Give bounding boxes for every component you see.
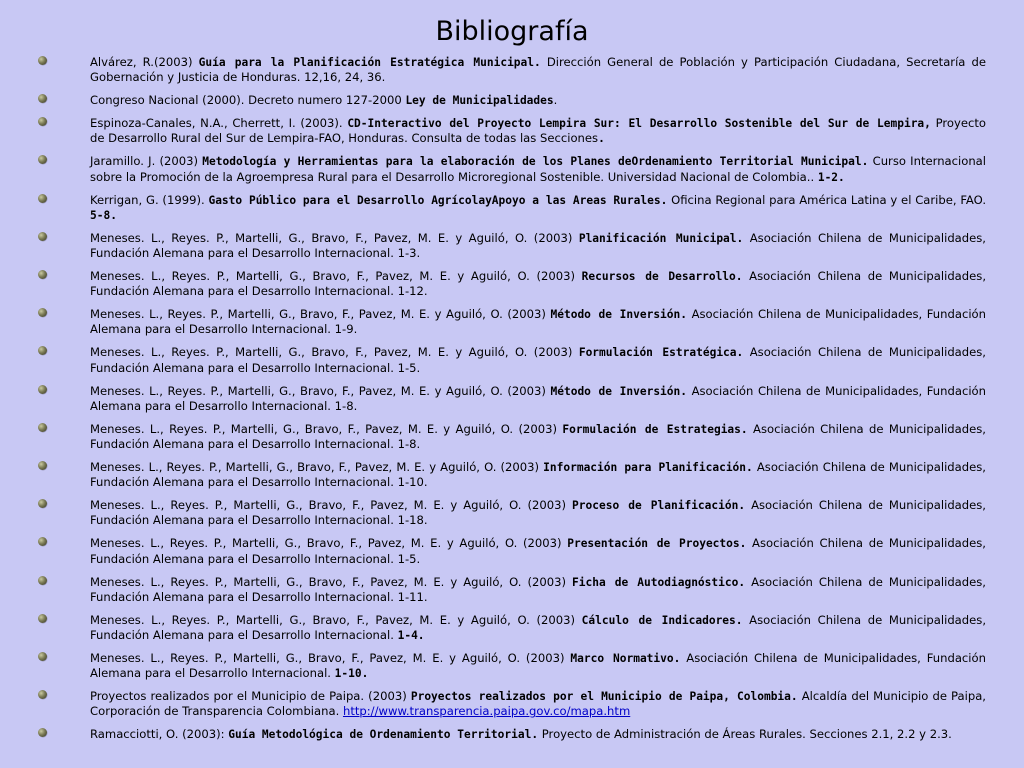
list-item <box>38 536 986 566</box>
list-item <box>38 460 986 490</box>
ref-title: Cálculo de Indicadores. <box>581 613 743 627</box>
ref-title: Presentación de Proyectos. <box>567 537 747 551</box>
ref-authors: Meneses. L., Reyes. P., Martelli, G., Bravo, F., Pavez, M. E. y Aguiló, O. (2003) <box>90 651 571 666</box>
ref-details: Asociación Chilena de Municipalidades, Fundación Alemana para el Desarrollo Internacional. 1-10. <box>90 460 986 490</box>
bullet-icon <box>38 56 47 65</box>
list-item <box>38 727 986 742</box>
ref-suffix: . <box>598 132 605 146</box>
list-item <box>38 689 986 719</box>
list-item <box>38 575 986 605</box>
ref-details: Asociación Chilena de Municipalidades, Fundación Alemana para el Desarrollo Internacional. 1-9. <box>90 307 986 337</box>
ref-title: Ficha de Autodiagnóstico. <box>572 575 746 589</box>
bullet-icon <box>38 346 47 355</box>
bullet-icon <box>38 94 47 103</box>
list-item <box>38 307 986 337</box>
ref-details: Asociación Chilena de Municipalidades, Fundación Alemana para el Desarrollo Internacional. 1-18. <box>90 498 986 528</box>
ref-authors: Meneses. L., Reyes. P., Martelli, G., Bravo, F., Pavez, M. E. y Aguiló, O. (2003) <box>90 498 573 513</box>
list-item <box>38 93 986 108</box>
ref-pages: 5-8. <box>90 208 117 222</box>
ref-details: Asociación Chilena de Municipalidades, Fundación Alemana para el Desarrollo Internacional. 1-8. <box>90 421 986 452</box>
bullet-icon <box>38 576 47 585</box>
ref-details: Dirección General de Población y Participación Ciudadana, Secretaría de Gobernación y Justicia de Honduras. 12,16, 24, 36. <box>90 55 986 85</box>
list-item <box>38 613 986 643</box>
ref-details: Asociación Chilena de Municipalidades, Fundación Alemana para el Desarrollo Internacional. <box>90 612 986 643</box>
ref-details: Asociación Chilena de Municipalidades, Fundación Alemana para el Desarrollo Internacional. 1-8. <box>90 383 986 413</box>
ref-pages: 1-4. <box>397 629 425 643</box>
list-item <box>38 269 986 299</box>
bullet-icon <box>38 308 47 317</box>
ref-details: . <box>553 93 558 108</box>
ref-title: Guía Metodológica de Ordenamiento Territorial. <box>228 728 539 742</box>
ref-authors: Meneses. L., Reyes. P., Martelli, G., Bravo, F., Pavez, M. E. y Aguiló, O. (2003) <box>90 421 563 436</box>
ref-authors: Meneses. L., Reyes. P., Martelli, G., Bravo, F., Pavez, M. E. y Aguiló, O. (2003) <box>90 230 579 245</box>
ref-title: Formulación de Estrategias. <box>562 422 748 436</box>
ref-title: Formulación Estratégica. <box>578 346 744 360</box>
ref-details: Asociación Chilena de Municipalidades, Fundación Alemana para el Desarrollo Internacional. 1-5. <box>90 345 986 375</box>
list-item <box>38 345 986 375</box>
ref-details: Proyecto de Administración de Áreas Rurales. Secciones 2.1, 2.2 y 2.3. <box>538 727 952 742</box>
ref-title: CD-Interactivo del Proyecto Lempira Sur: El Desarrollo Sostenible del Sur de Lempira, <box>347 117 931 131</box>
bullet-icon <box>38 690 47 699</box>
ref-authors: Ramacciotti, O. (2003): <box>90 727 229 742</box>
list-item <box>38 193 986 223</box>
ref-authors: Alvárez, R.(2003) <box>90 55 199 69</box>
ref-details: Asociación Chilena de Municipalidades, Fundación Alemana para el Desarrollo Internacional. 1-3. <box>90 230 986 261</box>
ref-authors: Meneses. L., Reyes. P., Martelli, G., Bravo, F., Pavez, M. E. y Aguiló, O. (2003) <box>90 460 544 475</box>
ref-details: Alcaldía del Municipio de Paipa, Corporación de Transparencia Colombiana. <box>90 689 986 719</box>
bullet-icon <box>38 155 47 164</box>
ref-authors: Espinoza-Canales, N.A., Cherrett, I. (2003). <box>90 116 348 131</box>
bullet-icon <box>38 385 47 394</box>
ref-details: Asociación Chilena de Municipalidades, Fundación Alemana para el Desarrollo Internacional. 1-12. <box>90 269 986 299</box>
ref-title: Gasto Público para el Desarrollo AgrícolayApoyo a las Areas Rurales. <box>208 193 668 207</box>
ref-authors: Meneses. L., Reyes. P., Martelli, G., Bravo, F., Pavez, M. E. y Aguiló, O. (2003) <box>90 307 551 322</box>
ref-details: Asociación Chilena de Municipalidades, Fundación Alemana para el Desarrollo Internacional. <box>90 651 986 681</box>
list-item <box>38 231 986 261</box>
ref-title: Guía para la Planificación Estratégica Municipal. <box>198 56 541 69</box>
list-item <box>38 116 986 146</box>
ref-authors: Congreso Nacional (2000). Decreto numero 127-2000 <box>90 93 406 108</box>
ref-title: Proceso de Planificación. <box>572 499 746 513</box>
ref-authors: Meneses. L., Reyes. P., Martelli, G., Bravo, F., Pavez, M. E. y Aguiló, O. (2003) <box>90 383 551 398</box>
bullet-icon <box>38 423 47 432</box>
bullet-icon <box>38 499 47 508</box>
ref-title: Metodología y Herramientas para la elaboración de los Planes deOrdenamiento Territorial Municipal. <box>202 155 869 169</box>
ref-title: Proyectos realizados por el Municipio de Paipa, Colombia. <box>410 690 798 704</box>
bullet-icon <box>38 194 47 203</box>
ref-title: Recursos de Desarrollo. <box>581 270 743 284</box>
bullet-icon <box>38 652 47 661</box>
ref-authors: Kerrigan, G. (1999). <box>90 192 209 207</box>
ref-title: Planificación Municipal. <box>578 231 744 245</box>
ref-details: Proyecto de Desarrollo Rural del Sur de Lempira-FAO, Honduras. Consulta de todas las Secciones <box>90 116 986 146</box>
ref-details: Asociación Chilena de Municipalidades, Fundación Alemana para el Desarrollo Internacional. 1-5. <box>90 536 986 566</box>
ref-authors: Proyectos realizados por el Municipio de Paipa. (2003) <box>90 689 411 704</box>
ref-title: Método de Inversión. <box>550 308 687 322</box>
ref-authors: Meneses. L., Reyes. P., Martelli, G., Bravo, F., Pavez, M. E. y Aguiló, O. (2003) <box>90 345 579 360</box>
bullet-icon <box>38 537 47 546</box>
list-item <box>38 55 986 85</box>
bullet-icon <box>38 117 47 126</box>
list-item <box>38 422 986 452</box>
transparencia-link[interactable]: http://www.transparencia.paipa.gov.co/mapa.htm <box>342 704 631 719</box>
bullet-icon <box>38 728 47 737</box>
list-item <box>38 498 986 528</box>
page-title: Bibliografía <box>435 16 589 47</box>
list-item <box>38 651 986 681</box>
ref-authors: Jaramillo. J. (2003) <box>90 154 203 169</box>
bibliography-list <box>38 55 986 743</box>
ref-title: Información para Planificación. <box>543 461 753 475</box>
bullet-icon <box>38 270 47 279</box>
bullet-icon <box>38 232 47 241</box>
ref-pages: 1-10. <box>334 667 369 681</box>
ref-details: Asociación Chilena de Municipalidades, Fundación Alemana para el Desarrollo Internacional. 1-11. <box>90 574 986 604</box>
ref-details: Oficina Regional para América Latina y el Caribe, FAO. <box>667 192 987 207</box>
ref-authors: Meneses. L., Reyes. P., Martelli, G., Bravo, F., Pavez, M. E. y Aguiló, O. (2003) <box>90 536 568 551</box>
ref-title: Ley de Municipalidades <box>405 94 554 108</box>
ref-pages: 1-2. <box>817 170 845 184</box>
ref-details: Curso Internacional sobre la Promoción de la Agroempresa Rural para el Desarrollo Microregional Sostenible. Universidad Nacional de Colombia.. <box>90 154 987 184</box>
ref-authors: Meneses. L., Reyes. P., Martelli, G., Bravo, F., Pavez, M. E. y Aguiló, O. (2003) <box>90 574 573 589</box>
list-item <box>38 154 986 184</box>
ref-title: Método de Inversión. <box>550 384 687 398</box>
list-item <box>38 384 986 414</box>
bullet-icon <box>38 614 47 623</box>
ref-authors: Meneses. L., Reyes. P., Martelli, G., Bravo, F., Pavez, M. E. y Aguiló, O. (2003) <box>90 269 582 284</box>
ref-title: Marco Normativo. <box>570 652 681 666</box>
ref-authors: Meneses. L., Reyes. P., Martelli, G., Bravo, F., Pavez, M. E. y Aguiló, O. (2003) <box>90 612 582 627</box>
bullet-icon <box>38 461 47 470</box>
